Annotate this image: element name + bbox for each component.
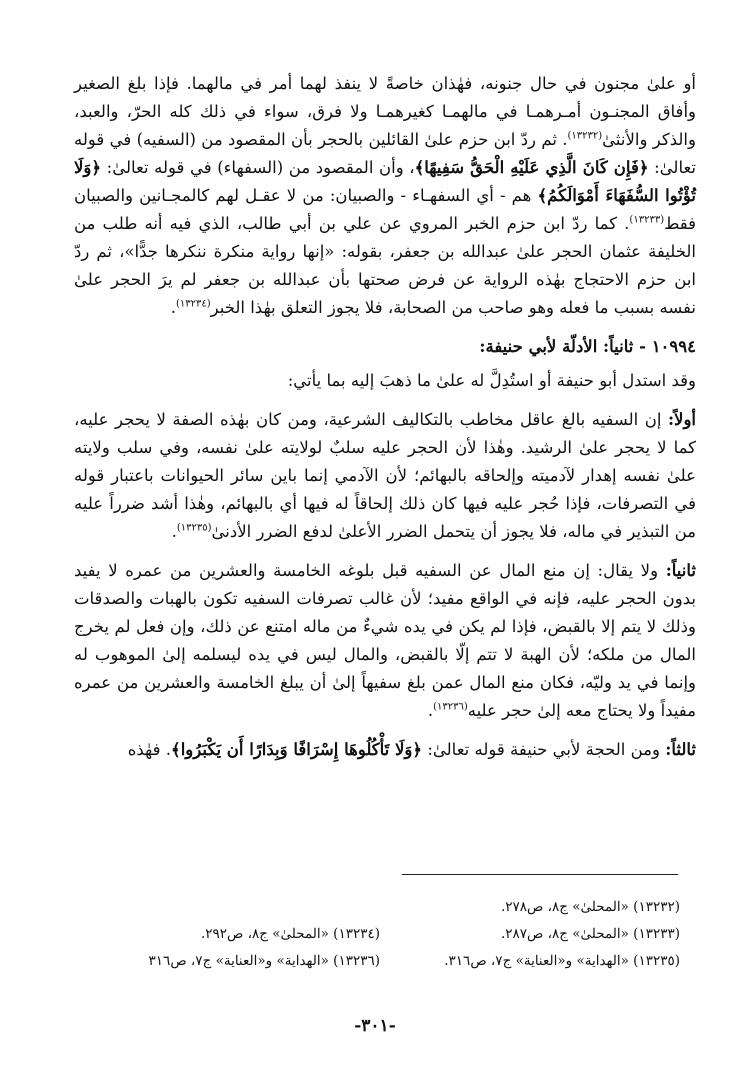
quran-verse: ﴿فَإِن كَانَ الَّذِي عَلَيْهِ الْحَقُّ سَفِيهًا﴾ bbox=[414, 158, 649, 177]
footnote-item: (١٣٢٣٢) «المحلىٰ» ج٨، ص٢٧٨. bbox=[500, 899, 680, 915]
text-segment: ولا يقال: إن منع المال عن السفيه قبل بلوغه الخامسة والعشرين من عمره لا يفيد بدون الحجر عليه، فإنه في الواقع مفيد؛ لأن غالب تصرفات السفيه تكون بالهبات والصدقات وذلك لا يتم إلا بالقبض، فإذا لم يكن في يده شيءٌ من ماله امتنع عن ذلك، وإن فعل لم يخرج المال من ملكه؛ لأن الهبة لا تتم إلّا بالقبض، والمال ليس في يده ليسلمه إلىٰ الموهوب له وإنما في يد وليّه، فكان منع المال عمن بلغ سفيهاً إلىٰ أن يبلغ الخامسة والعشرين من عمره مفيداً ولا يحتاج معه إلىٰ حجر عليه bbox=[74, 561, 696, 720]
footnotes bbox=[74, 894, 680, 975]
footnote-ref[interactable]: (١٣٢٣٤) bbox=[175, 298, 211, 310]
footnote-ref[interactable]: (١٣٢٣٣) bbox=[629, 214, 665, 226]
point-label: ثالثاً: bbox=[665, 740, 696, 759]
quran-verse: ﴿وَلَا تَأْكُلُوهَا إِسْرَافًا وَبِدَارًا أَن يَكْبَرُوا﴾ bbox=[171, 740, 423, 759]
paragraph-second bbox=[74, 557, 696, 725]
paragraph-third bbox=[74, 736, 696, 764]
text-segment: إن السفيه بالغ عاقل مخاطب بالتكاليف الشرعية، ومن كان بهٰذه الصفة لا يحجر عليه، كما لا يحجر علىٰ الرشيد. وهٰذا لأن الحجر عليه سلبٌ لولايته علىٰ نفسه، وفي سلب ولايته علىٰ نفسه إهدار لآدميته وإلحاقه بالبهائم؛ لأن الآدمي إنما باين سائر الحيوانات باعتبار قوله في التصرفات، فإذا حُجر عليه فيها كان ذلك إلحاقاً له فيها أي بالبهائم، وهٰذا أشد ضرراً عليه من التبذير في ماله، فلا يجوز أن يتحمل الضرر الأعلىٰ لدفع الضرر الأدنىٰ bbox=[74, 410, 696, 541]
point-label: ثانياً: bbox=[665, 561, 696, 580]
page-number: -٣٠١- bbox=[354, 1016, 396, 1036]
footnote-row bbox=[74, 921, 680, 948]
footnote-item: (١٣٢٣٤) «المحلىٰ» ج٨، ص٢٩٢. bbox=[200, 926, 380, 942]
footnote-row bbox=[74, 894, 680, 921]
footnote-ref[interactable]: (١٣٢٣٥) bbox=[176, 522, 212, 534]
text-segment: ، وأن المقصود من (السفهاء) في قوله تعالىٰ: bbox=[106, 158, 415, 177]
text-segment: . bbox=[427, 701, 434, 720]
footnote-row bbox=[74, 948, 680, 975]
footnote-ref[interactable]: (١٣٢٣٦) bbox=[433, 701, 468, 713]
main-text bbox=[74, 70, 696, 775]
footnote-separator bbox=[402, 874, 678, 875]
quran-verse: ﴿وَلَا تُؤْتُوا السُّفَهَاءَ أَمْوَالَكُمُ﴾ bbox=[74, 158, 696, 205]
text-segment: . فهٰذه bbox=[127, 740, 172, 759]
text-segment: هم - أي السفهـاء - والصبيان: من لا عقـل لهم كالمجـانين والصبيان فقط bbox=[74, 186, 696, 233]
section-heading: ١٠٩٩٤ - ثانياً: الأدلّة لأبي حنيفة: bbox=[479, 337, 696, 356]
text-segment: . ثم ردّ ابن حزم علىٰ القائلين بالحجر بأن المقصود من (السفيه) في قوله تعالىٰ: bbox=[74, 130, 697, 177]
intro-line: وقد استدل أبو حنيفة أو استُدِلَّ له علىٰ ما ذهبَ إليه بما يأتي: bbox=[287, 371, 696, 390]
footnote-item: (١٣٢٣٦) «الهداية» و«العناية» ج٧، ص٣١٦ bbox=[148, 953, 380, 969]
text-segment: أو علىٰ مجنون في حال جنونه، فهٰذان خاصةً لا ينفذ لهما أمر في مالهما. فإذا بلغ الصغير وأفاق المجنـون أمـرهمـا في مالهمـا كغيرهمـا ولا فرق، سواء في ذلك كله الحرّ، والعبد، والذكر والأنثىٰ bbox=[74, 74, 696, 149]
paragraph-ibn-hazm bbox=[74, 70, 696, 322]
text-segment: . bbox=[170, 298, 176, 317]
paragraph-first bbox=[74, 406, 696, 546]
text-segment: . كما ردّ ابن حزم الخبر المروي عن علي بن أبي طالب، الذي فيه أنه طلب من الخليفة عثمان الحجر علىٰ عبدالله بن جعفر، بقوله: «إنها رواية منكرة ننكرها جدًّا»، ثم ردّ ابن حزم الاحتجاج بهٰذه الرواية عن فرض صحتها بأن عبدالله بن جعفر لم يرَ الحجر علىٰ نفسه بسبب ما فعله وهو صاحب من الصحابة، فلا يجوز التعلق بهٰذا الخبر bbox=[74, 214, 696, 317]
text-segment: ومن الحجة لأبي حنيفة قوله تعالىٰ: bbox=[427, 740, 660, 759]
text-segment: . bbox=[171, 522, 177, 541]
footnote-ref[interactable]: (١٣٢٣٢) bbox=[567, 130, 603, 142]
point-label: أولاً: bbox=[667, 410, 696, 429]
footnote-item: (١٣٢٣٣) «المحلىٰ» ج٨، ص٢٨٧. bbox=[500, 926, 680, 942]
footnote-item: (١٣٢٣٥) «الهداية» و«العناية» ج٧، ص٣١٦. bbox=[444, 953, 680, 969]
